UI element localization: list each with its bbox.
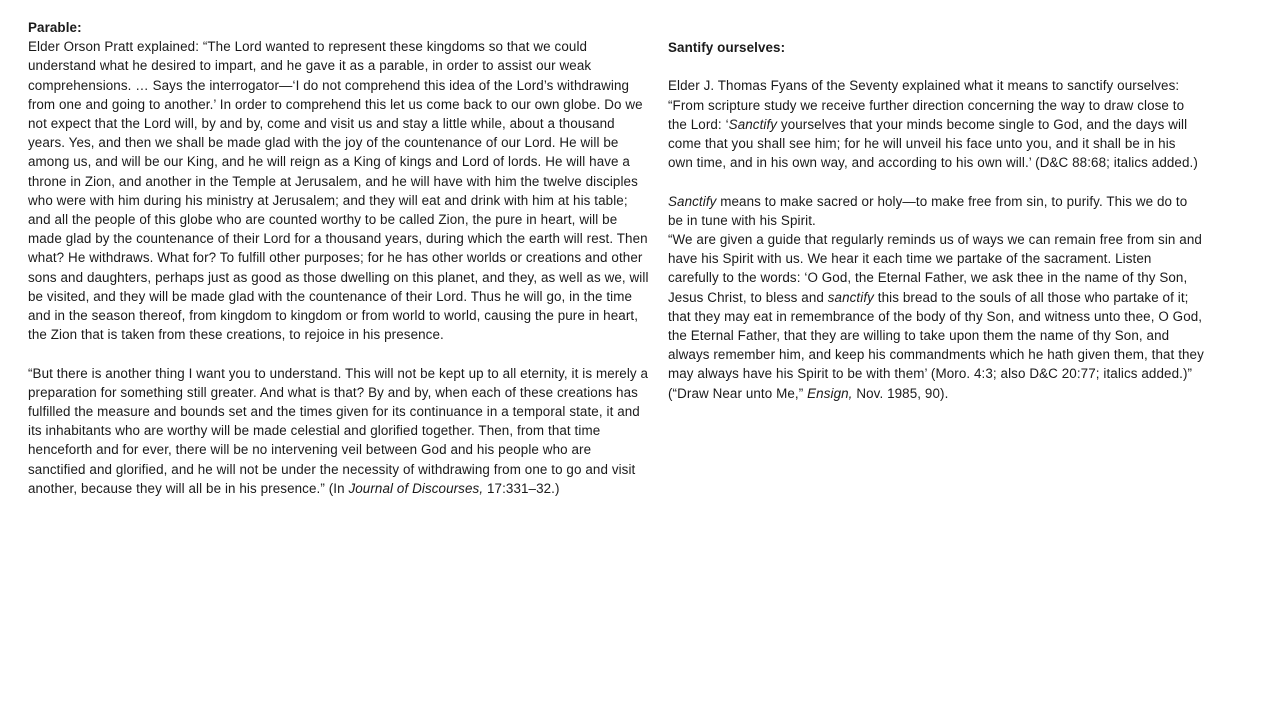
paragraph-gap xyxy=(668,57,1204,76)
pratt-continuation-text: “But there is another thing I want you to understand. This will not be kept up to all eternity, it is merely a preparation for something still greater. And what is that? By and by, when each of these creations has fulfilled the measure and bounds set and the times given for its continuance in a temporal state, it and its inhabitants who are worthy will be made celestial and glorified together. Then, from that time henceforth and for ever, there will be no intervening veil between God and his people who are sanctified and glorified, and he will not be under the necessity of withdrawing from one to go and visit another, because they will all be in his presence.” (In xyxy=(28,365,649,496)
sacrament-quote-start: “We are given a guide that regularly reminds us of ways we can remain free from sin and have his Spirit with us. We hear it each time we partake of the sacrament. Listen carefully to the words: ‘O God, the Eternal Father, we ask thee in the name of thy Son, Jesus Christ, to bless and xyxy=(668,232,1202,305)
scripture-quote xyxy=(668,96,1204,173)
pratt-quote-continuation xyxy=(28,364,652,498)
sanctify-italic-2: sanctify xyxy=(827,289,874,305)
right-column xyxy=(668,38,1204,403)
sanctify-term: Sanctify xyxy=(668,193,717,209)
pratt-citation: 17:331–32.) xyxy=(483,480,560,496)
fyans-intro: Elder J. Thomas Fyans of the Seventy explained what it means to sanctify ourselves: xyxy=(668,78,1180,94)
paragraph-gap xyxy=(668,172,1204,191)
sanctify-definition-text: means to make sacred or holy—to make free from sin, to purify. This we do to be in tune with his Spirit. xyxy=(668,193,1188,228)
sacrament-quote-middle: this bread to the souls of all those who partake of it; that they may eat in remembrance of the body of thy Son, and witness unto thee, O God, the Eternal Father, that they are willing to take upon them the name of thy Son, and always remember him, and keep his commandments which he hath given them, that they may always have his Spirit to be with them’ (Moro. 4:3; also D&C 20:77; italics added.)” (“Draw Near unto Me,” xyxy=(668,289,1204,401)
pratt-quote-paragraph: Elder Orson Pratt explained: “The Lord wanted to represent these kingdoms so that we could understand what he desired to impart, and he gave it as a parable, in order to assist our weak comprehensions. … Says the interrogator—‘I do not comprehend this idea of the Lord’s withdrawing from one and going to another.’ In order to comprehend this let us come back to our own globe. Do we not expect that the Lord will, by and by, come and visit us and stay a little while, about a thousand years. Yes, and then we shall be made glad with the joy of the countenance of our Lord. He will be among us, and will be our King, and he will reign as a King of kings and Lord of lords. He will have a throne in Zion, and another in the Temple at Jerusalem, and he will have with him the twelve disciples who were with him during his ministry at Jerusalem; and they will eat and drink with him at his table; and all the people of this globe who are counted worthy to be called Zion, the pure in heart, will be made glad by the countenance of their Lord for a thousand years, during which the earth will rest. Then what? He withdraws. What for? To fulfill other purposes; for he has other worlds or creations and other sons and daughters, perhaps just as good as those dwelling on this planet, and they, as well as we, will be visited, and they will be made glad with the countenance of their Lord. Thus he will go, in the time and in the season thereof, from kingdom to kingdom or from world to world, causing the pure in heart, the Zion that is taken from these creations, to rejoice in his presence. xyxy=(28,39,649,343)
sanctify-definition xyxy=(668,192,1204,230)
scripture-quote-start: “From scripture study we receive further direction concerning the way to draw close to the Lord: ‘ xyxy=(668,97,1185,132)
paragraph-gap xyxy=(28,344,652,363)
sanctify-heading: Santify ourselves: xyxy=(668,40,786,55)
parable-heading: Parable: xyxy=(28,20,82,35)
journal-of-discourses-title: Journal of Discourses, xyxy=(348,480,484,496)
left-column xyxy=(28,18,652,498)
sacrament-quote xyxy=(668,230,1204,403)
sanctify-italic: Sanctify xyxy=(728,116,778,132)
scripture-quote-rest: yourselves that your minds become single to God, and the days will come that you shall see him; for he will unveil his face unto you, and it shall be in his own time, and in his own way, and according to his own will.’ (D&C 88:68; italics added.) xyxy=(668,116,1198,171)
ensign-citation: Nov. 1985, 90). xyxy=(852,385,949,401)
ensign-title: Ensign, xyxy=(807,385,853,401)
